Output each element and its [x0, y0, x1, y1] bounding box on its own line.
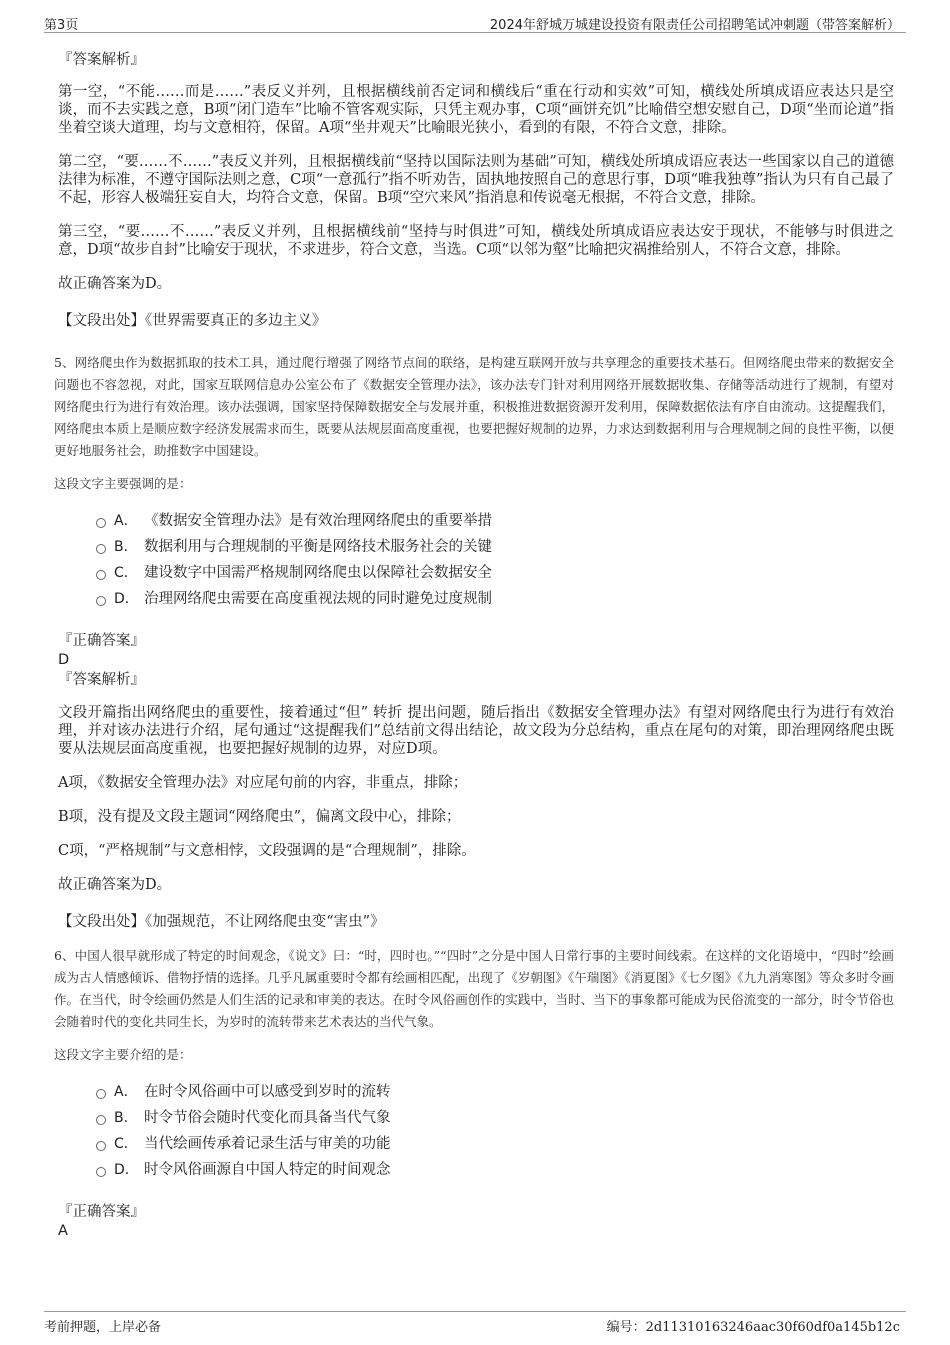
option-text: 当代绘画传承着记录生活与审美的功能	[144, 1136, 391, 1152]
q6-option-d[interactable]	[96, 1157, 894, 1183]
q5-answer: D	[58, 652, 70, 668]
option-text: 《数据安全管理办法》是有效治理网络爬虫的重要举措	[144, 513, 492, 529]
q5-answer-label: 『正确答案』	[58, 633, 145, 649]
q5-option-c[interactable]	[96, 560, 894, 586]
option-text: 在时令风俗画中可以感受到岁时的流转	[144, 1084, 391, 1100]
radio-icon[interactable]	[96, 518, 106, 528]
option-letter: C．	[114, 565, 138, 581]
q6-option-a[interactable]	[96, 1079, 894, 1105]
q6-answer-label: 『正确答案』	[58, 1204, 145, 1220]
option-letter: B．	[114, 1110, 138, 1126]
option-text: 治理网络爬虫需要在高度重视法规的同时避免过度规制	[144, 591, 492, 607]
q4-analysis-paragraph: 第一空，“不能……而是……”表反义并列，且根据横线前否定词和横线后“重在行动和实效”可知，横线处所填成语应表达只是空谈，而不去实践之意，B项“闭门造车”比喻不管客观实际，只凭主观办事，C项“画饼充饥”比喻借空想安慰自己，D项“坐而论道”指坐着空谈大道理，均与文意相符，保留。A项“坐井观天”比喻眼光狭小，看到的有限，不符合文意，排除。	[58, 84, 894, 136]
radio-icon[interactable]	[96, 1115, 106, 1125]
radio-icon[interactable]	[96, 544, 106, 554]
q5-analysis-label: 『答案解析』	[58, 672, 145, 688]
option-letter: B．	[114, 539, 138, 555]
q5-question-text: 5、网络爬虫作为数据抓取的技术工具，通过爬行增强了网络节点间的联络，是构建互联网开放与共享理念的重要技术基石。但网络爬虫带来的数据安全问题也不容忽视，对此，国家互联网信息办公室公布了《数据安全管理办法》，该办法专门针对利用网络开展数据收集、存储等活动进行了规制，有望对网络爬虫行为进行有效治理。该办法强调，国家坚持保障数据安全与发展并重，积极推进数据资源开发利用，保障数据依法有序自由流动。这提醒我们，网络爬虫本质上是顺应数字经济发展需求而生，既要从法规层面高度重视，也要把握好规制的边界，力求达到数据利用与合理规制之间的良性平衡，以便更好地服务社会，助推数字中国建设。	[54, 355, 894, 458]
q5-prompt: 这段文字主要强调的是：	[54, 476, 192, 491]
q6-options	[96, 1079, 894, 1183]
page-header	[44, 12, 906, 33]
q5-option-b[interactable]	[96, 534, 894, 560]
q5-option-a[interactable]	[96, 508, 894, 534]
option-text: 数据利用与合理规制的平衡是网络技术服务社会的关键	[144, 539, 492, 555]
q5-analysis-paragraph: A项，《数据安全管理办法》对应尾句前的内容，非重点，排除；	[58, 775, 468, 791]
q4-analysis-paragraph: 第三空，“要……不……”表反义并列，且根据横线前“坚持与时俱进”可知，横线处所填成语应表达安于现状，不能够与时俱进之意，D项“故步自封”比喻安于现状，不求进步，符合文意，当选。C项“以邻为壑”比喻把灾祸推给别人，不符合文意，排除。	[58, 224, 894, 258]
document-serial: 编号：2d11310163246aac30f60df0a145b12c	[606, 1320, 900, 1335]
option-text: 建设数字中国需严格规制网络爬虫以保障社会数据安全	[144, 565, 492, 581]
option-letter: A．	[114, 1084, 138, 1100]
q5-analysis-paragraph: B项，没有提及文段主题词“网络爬虫”，偏离文段中心，排除；	[58, 809, 461, 825]
radio-icon[interactable]	[96, 1141, 106, 1151]
q5-analysis-paragraph: 文段开篇指出网络爬虫的重要性，接着通过“但” 转折 提出问题，随后指出《数据安全管理办法》有望对网络爬虫行为进行有效治理，并对该办法进行介绍，尾句通过“这提醒我们”总结前文得出结论，故文段为分总结构，重点在尾句的对策，即治理网络爬虫既要从法规层面高度重视，也要把握好规制的边界，对应D项。	[58, 705, 894, 757]
q4-analysis-label: 『答案解析』	[58, 52, 145, 68]
page-number: 第3页	[44, 18, 79, 33]
page-footer	[44, 1311, 906, 1336]
page-content	[56, 48, 894, 1242]
q6-option-c[interactable]	[96, 1131, 894, 1157]
option-letter: D．	[114, 591, 139, 607]
footer-slogan: 考前押题，上岸必备	[44, 1320, 162, 1335]
q6-prompt: 这段文字主要介绍的是：	[54, 1047, 192, 1062]
radio-icon[interactable]	[96, 570, 106, 580]
q5-analysis-paragraph: C项，“严格规制”与文意相悖，文段强调的是“合理规制”，排除。	[58, 843, 476, 859]
q5-option-d[interactable]	[96, 586, 894, 612]
q5-options	[96, 508, 894, 612]
option-letter: C．	[114, 1136, 138, 1152]
q6-answer: A	[58, 1223, 68, 1239]
q4-source: 【文段出处】《世界需要真正的多边主义》	[58, 313, 327, 329]
radio-icon[interactable]	[96, 596, 106, 606]
option-text: 时令节俗会随时代变化而具备当代气象	[144, 1110, 391, 1126]
q4-analysis-paragraph: 第二空，“要……不……”表反义并列，且根据横线前“坚持以国际法则为基础”可知，横线处所填成语应表达一些国家以自己的道德法律为标准，不遵守国际法则之意，C项“一意孤行”指不听劝告，固执地按照自己的意思行事，D项“唯我独尊”指认为只有自己最了不起，形容人极端狂妄自大，均符合文意，保留。B项“空穴来风”指消息和传说毫无根据，不符合文意，排除。	[58, 154, 894, 206]
q6-option-b[interactable]	[96, 1105, 894, 1131]
radio-icon[interactable]	[96, 1167, 106, 1177]
q5-conclusion: 故正确答案为D。	[58, 877, 172, 893]
option-letter: D．	[114, 1162, 139, 1178]
q5-source: 【文段出处】《加强规范，不让网络爬虫变“害虫”》	[58, 914, 385, 930]
q6-question-text: 6、中国人很早就形成了特定的时间观念，《说文》曰：“时，四时也。”“四时”之分是中国人日常行事的主要时间线索。在这样的文化语境中，“四时”绘画成为古人情感倾诉、借物抒情的选择。几乎凡属重要时令都有绘画相匹配，出现了《岁朝图》《午瑞图》《消夏图》《七夕图》《九九消寒图》等众多时令画作。在当代，时令绘画仍然是人们生活的记录和审美的表达。在时令风俗画创作的实践中，当时、当下的事象都可能成为民俗流变的一部分，时令节俗也会随着时代的变化共同生长，为岁时的流转带来艺术表达的当代气象。	[54, 948, 894, 1029]
option-text: 时令风俗画源自中国人特定的时间观念	[144, 1162, 391, 1178]
radio-icon[interactable]	[96, 1089, 106, 1099]
option-letter: A．	[114, 513, 138, 529]
document-title: 2024年舒城万城建设投资有限责任公司招聘笔试冲刺题（带答案解析）	[489, 18, 900, 33]
q4-conclusion: 故正确答案为D。	[58, 276, 172, 292]
